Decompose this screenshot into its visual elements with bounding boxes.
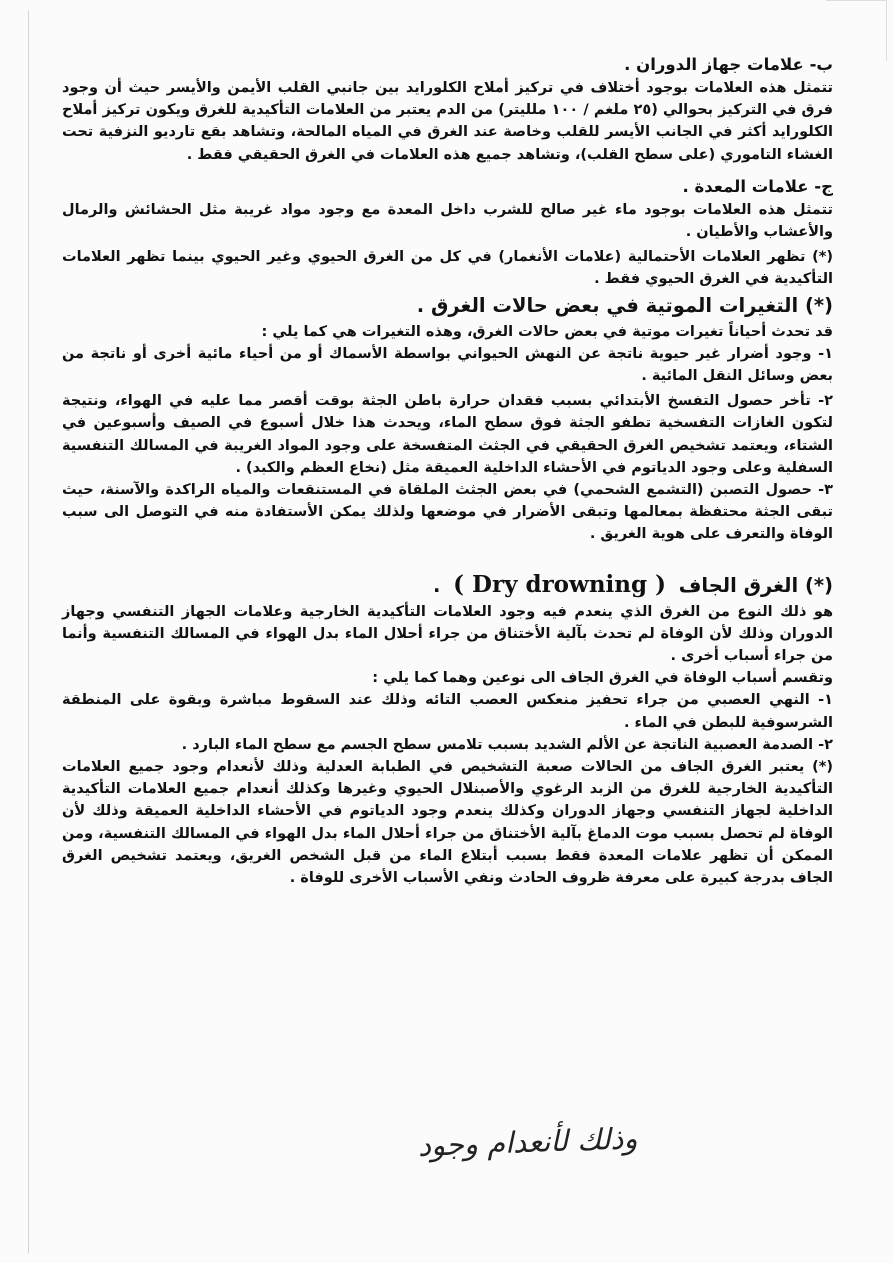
postmortem-change-2: ٢- تأخر حصول التفسخ الأبتدائي بسبب فقدان حرارة باطن الجثة بوقت أقصر مما عليه في الهواء، ونتيجة لتكون الغازات التفسخية تطفو الجثة فوق سطح الماء، ويحدث هذا خلال أسبوع في الصيف وأسبوعين في الشتاء، ويعتمد تشخيص الغرق الحقيقي في الجثث المتفسخة على وجود المواد الغريبة في المسالك التنفسية السفلية وعلى وجود الدياتوم في الأحشاء الداخلية العميقة مثل (نخاع العظم والكبد) .: [62, 393, 833, 476]
dry-drowning-diagnosis-note: (*) يعتبر الغرق الجاف من الحالات صعبة التشخيص في الطبابة العدلية وذلك لأنعدام وجود جميع العلامات التأكيدية الخارجية للغرق من الزبد الرغوي والأصبنلال الحيوي وغيرها وكذلك أنعدام جميع العلامات التأكيدية الداخلية لجهاز التنفسي وجهاز الدوران وكذلك ينعدم وجود الدياتوم في الأحشاء الداخلية العميقة وذلك لأن الوفاة لم تحصل بسبب موت الدماغ بآلية الأختناق من جراء أحلال الماء بدل الهواء في المسالك التنفسية، ومن الممكن أن تظهر علامات المعدة فقط بسبب أبتلاع الماء من قبل الشخص الغريق، ويعتمد تشخيص الغرق الجاف بدرجة كبيرة على معرفة ظروف الحادث ونفي الأسباب الأخرى للوفاة .: [62, 759, 833, 887]
dry-drowning-cause-2: ٢- الصدمة العصبية الناتجة عن الألم الشديد بسبب تلامس سطح الجسم مع سطح الماء البارد .: [181, 736, 833, 753]
postmortem-change-3: ٣- حصول التصبن (التشمع الشحمي) في بعض الجثث الملقاة في المستنقعات والمياه الراكدة والآسنة، حيث تبقى الجثة محتفظة بمعالمها وتبقى الأضرار في موضعها ولذلك يمكن الأستفادة منه في التوصل الى سبب الوفاة والتعرف على هوية الغريق .: [62, 482, 833, 543]
dry-drowning-heading: [62, 570, 833, 601]
stomach-signs-note: (*) تظهر العلامات الأحتمالية (علامات الأنغمار) في كل من الغرق الحيوي وغير الحيوي بينما تظهر العلامات التأكيدية في الغرق الحيوي فقط .: [62, 249, 833, 288]
dry-drowning-heading-arabic: (*) الغرق الجاف: [678, 573, 833, 597]
dry-drowning-definition: هو ذلك النوع من الغرق الذي ينعدم فيه وجود العلامات التأكيدية الخارجية وعلامات الجهاز التنفسي وجهاز الدوران وذلك لأن الوفاة لم تحدث بآلية الأختناق من جراء أحلال الماء بدل الهواء في المسالك التنفسية وأنما من جراء أسباب أخرى .: [62, 603, 833, 665]
scan-border-left: [28, 10, 29, 1253]
circulatory-signs-heading: ب- علامات جهاز الدوران .: [624, 55, 833, 74]
postmortem-changes-heading: (*) التغيرات الموتية في بعض حالات الغرق .: [416, 293, 833, 317]
postmortem-change-1: ١- وجود أضرار غير حيوية ناتجة عن النهش الحيواني بواسطة الأسماك أو من أحياء مائية أخرى أو ناتجة من بعض وسائل النقل المائية .: [62, 345, 833, 385]
stomach-signs-heading: ج- علامات المعدة .: [682, 176, 833, 196]
postmortem-changes-intro: قد تحدث أحياناً تغيرات موتية في بعض حالات الغرق، وهذه التغيرات هي كما يلي :: [261, 323, 833, 340]
dry-drowning-heading-english: ( Dry drowning ): [453, 570, 666, 598]
circulatory-signs-text: تتمثل هذه العلامات بوجود أختلاف في تركيز أملاح الكلورايد بين جانبي القلب الأيمن والأيسر حيث أن وجود فرق في التركيز بحوالي (٢٥ ملغم / ١٠٠ ملليتر) من الدم يعتبر من العلامات التأكيدية للغرق ويكون تركيز أملاح الكلورايد أكثر في الجانب الأيسر للقلب وخاصة عند الغرق في المياه المالحة، وتشاهد بقع تارديو النزفية تحت الغشاء التاموري (على سطح القلب)، وتشاهد جميع هذه العلامات في الغرق الحقيقي فقط .: [62, 80, 833, 163]
stomach-signs-text: تتمثل هذه العلامات بوجود ماء غير صالح للشرب داخل المعدة مع وجود مواد غريبة مثل الحشائش والرمال والأعشاب والأطيان .: [62, 201, 833, 241]
handwritten-annotation: وذلك لأنعدام وجود: [417, 1121, 638, 1163]
dry-drowning-causes-intro: وتقسم أسباب الوفاة في الغرق الجاف الى نوعين وهما كما يلي :: [372, 670, 833, 687]
scan-border-corner: [826, 0, 887, 61]
dry-drowning-cause-1: ١- النهي العصبي من جراء تحفيز منعكس العصب التائه وذلك عند السقوط مباشرة وبقوة على المنطقة الشرسوفية للبطن في الماء .: [62, 692, 833, 731]
dry-drowning-heading-period: .: [432, 573, 441, 597]
